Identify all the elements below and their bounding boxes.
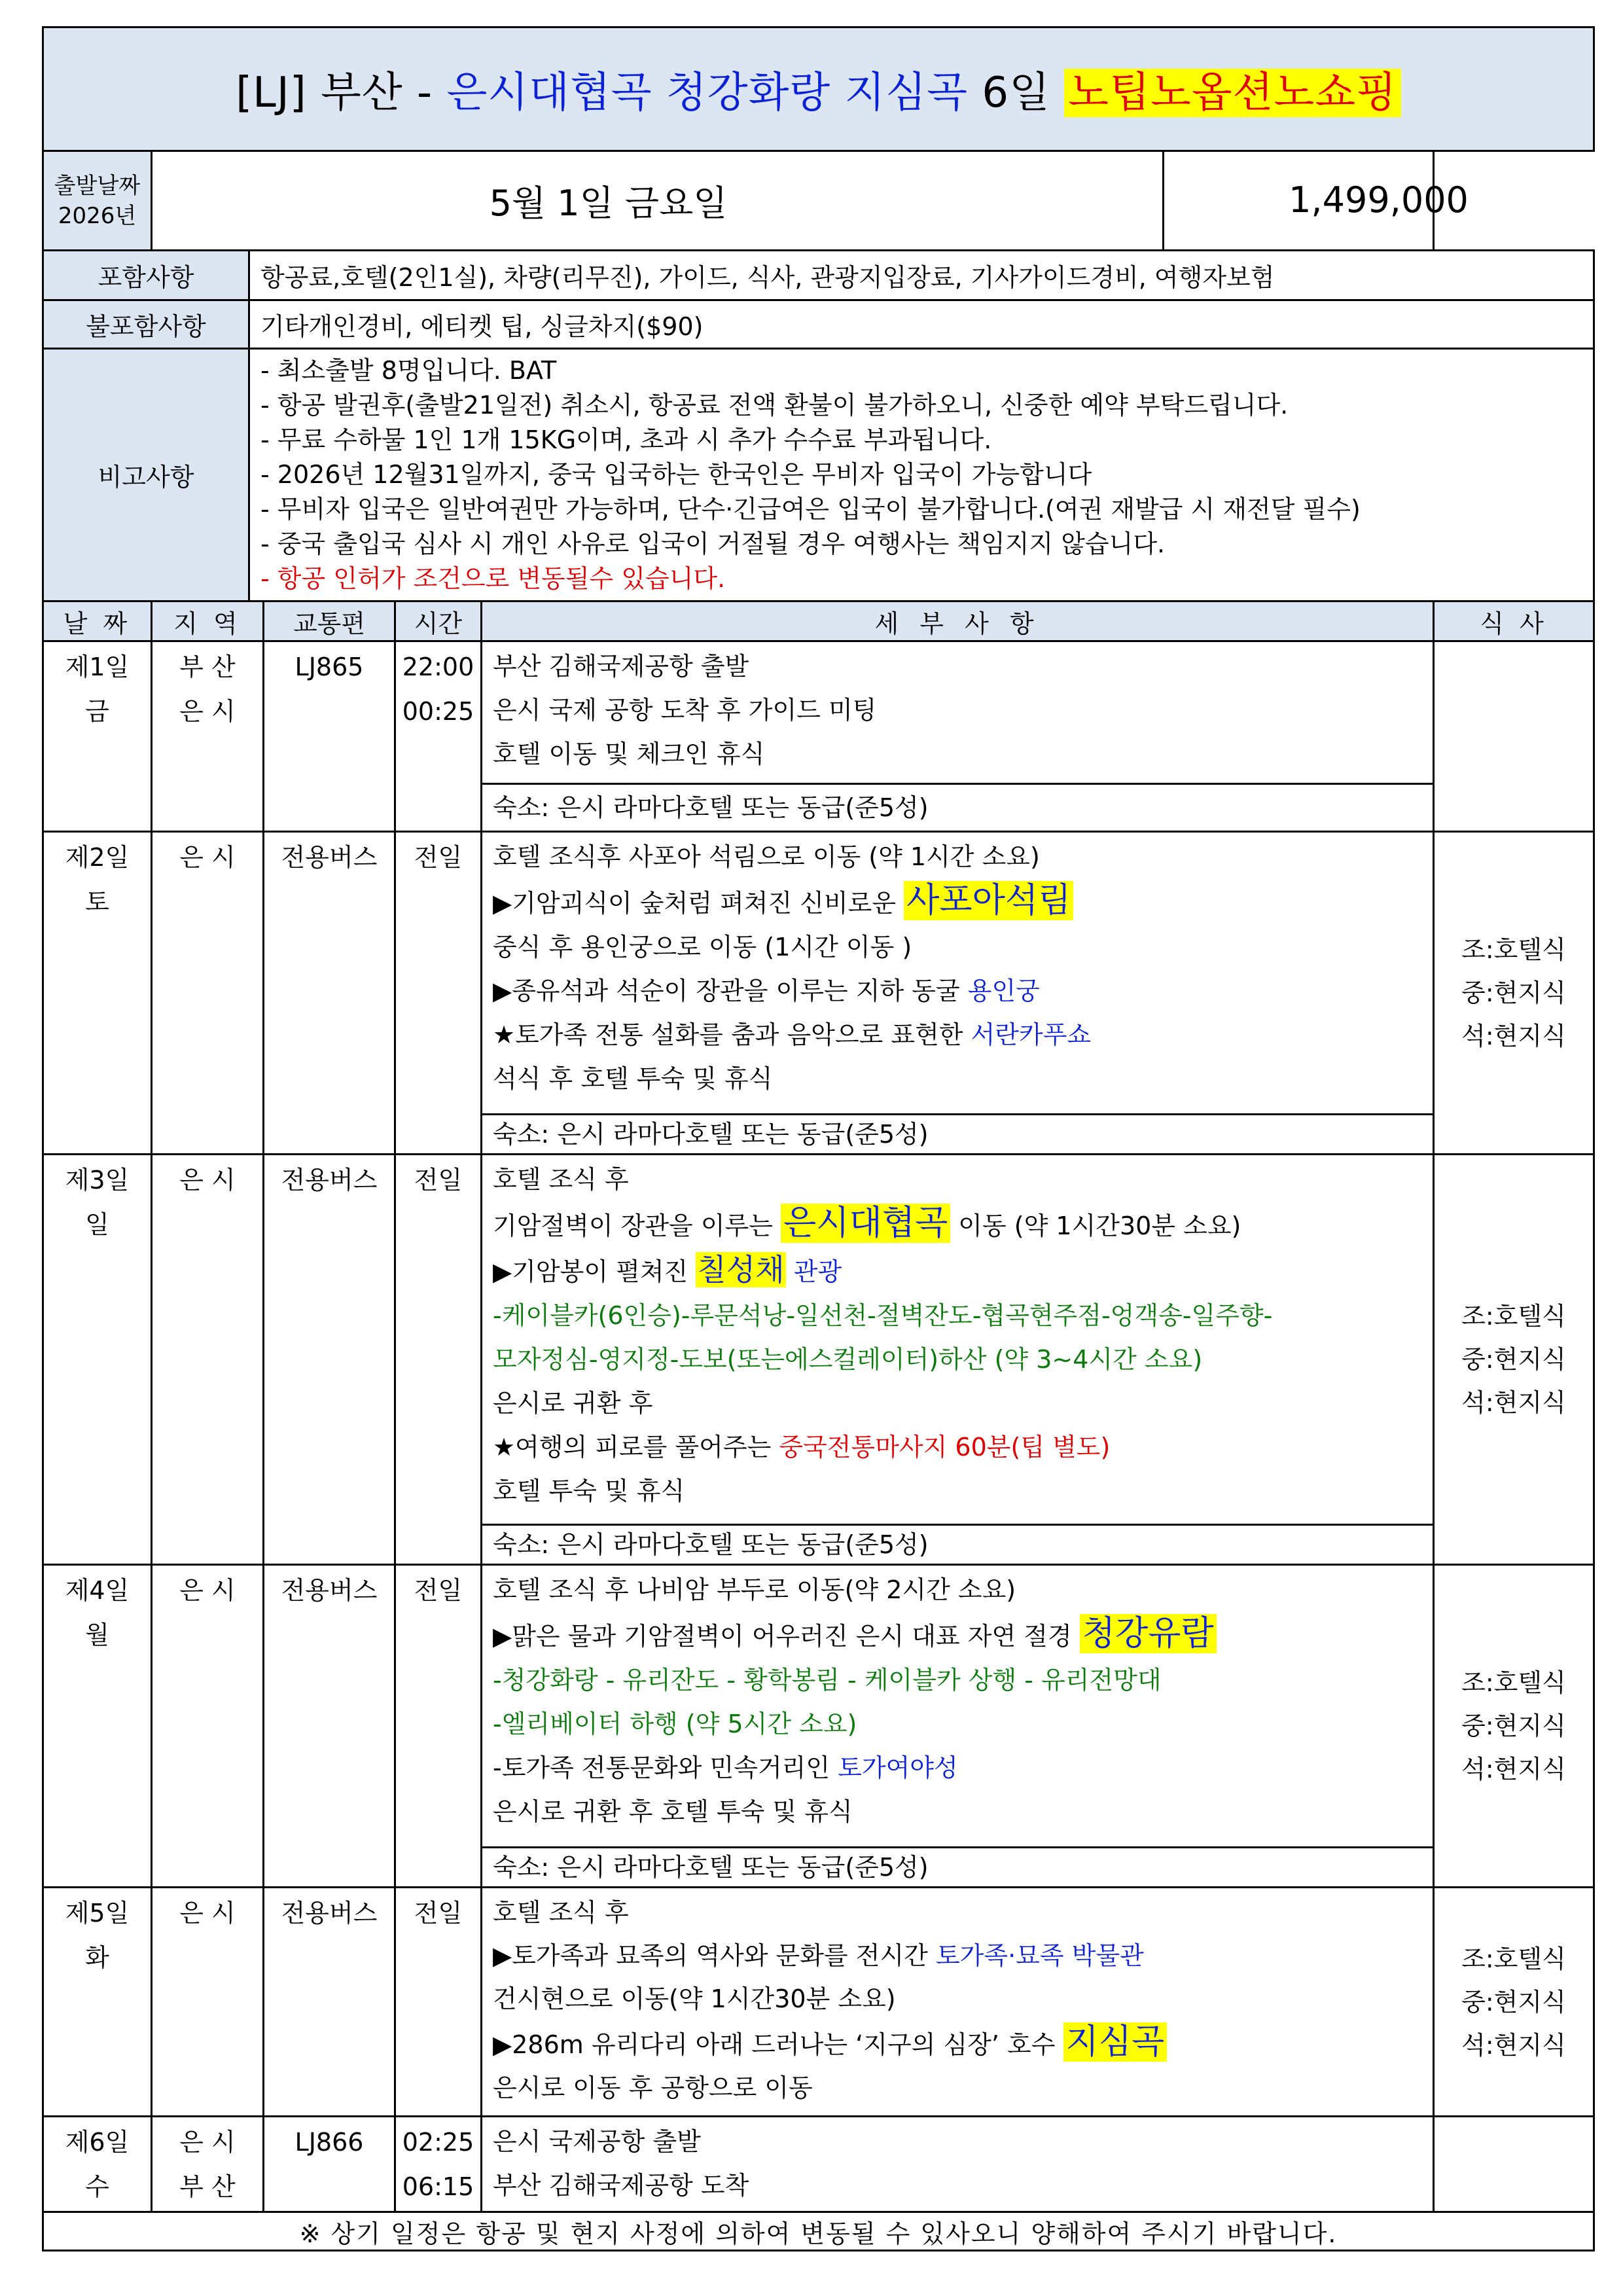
weekday: 수 [85, 2172, 109, 2201]
meal-lunch: 중:현지식 [1461, 1345, 1566, 1374]
detail-text: ★토가족 전통 설화를 춤과 음악으로 표현한 [493, 1020, 971, 1049]
day-6-date [43, 2117, 152, 2212]
day-6-transport: LJ866 [264, 2117, 395, 2212]
day-4-transport: 전용버스 [264, 1565, 395, 1888]
meal-breakfast: 조:호텔식 [1461, 1944, 1566, 1973]
col-region: 지 역 [152, 601, 264, 641]
weekday: 일 [85, 1210, 109, 1239]
itinerary-sheet [42, 26, 1593, 2251]
region: 은 시 [179, 697, 236, 726]
departure-label-line1: 출발날짜 [54, 172, 141, 199]
weekday: 토 [85, 888, 109, 916]
title-duration: 6일 [968, 69, 1065, 117]
highlight-attraction: 은시대협곡 [781, 1204, 950, 1243]
day-2-date [43, 832, 152, 1155]
day-4-date [43, 1565, 152, 1888]
meal-breakfast: 조:호텔식 [1461, 1302, 1566, 1331]
meal-breakfast: 조:호텔식 [1461, 935, 1566, 964]
day-3-date [43, 1155, 152, 1565]
day-2-time: 전일 [395, 832, 482, 1155]
detail-line: 은시로 귀환 후 호텔 투숙 및 휴식 [493, 1797, 853, 1826]
detail-line [493, 1612, 1422, 1659]
day-5-date [43, 1888, 152, 2117]
day-4-region: 은 시 [152, 1565, 264, 1888]
day-number: 제6일 [65, 2128, 130, 2157]
price: 1,499,000 [1289, 179, 1469, 221]
day-1-region [152, 641, 264, 832]
detail-line: 은시로 귀환 후 [493, 1389, 653, 1418]
detail-line: 호텔 조식 후 [493, 1898, 629, 1927]
day-5-meals [1434, 1888, 1594, 2117]
detail-line: -엘리베이터 하행 (약 5시간 소요) [493, 1710, 857, 1738]
day-4-details [482, 1565, 1434, 1888]
departure-label [43, 151, 152, 251]
detail-text: 이동 (약 1시간30분 소요) [950, 1211, 1241, 1240]
detail-line: 부산 김해국제공항 출발 [493, 652, 749, 681]
title-route: 은시대협곡 청강화랑 지심곡 [446, 69, 969, 117]
detail-line [493, 1426, 1422, 1469]
detail-line [493, 1248, 1422, 1294]
page-title [43, 27, 1594, 151]
time: 22:00 [402, 653, 474, 681]
detail-text: ★여행의 피로를 풀어주는 [493, 1433, 779, 1462]
day-number: 제5일 [65, 1899, 130, 1928]
detail-line: 석식 후 호텔 투숙 및 휴식 [493, 1064, 773, 1093]
attraction: 서란카푸쇼 [971, 1020, 1092, 1049]
day-1-date [43, 641, 152, 832]
day-1-meals [1434, 641, 1594, 832]
region: 부 산 [179, 2172, 236, 2201]
day-3-details [482, 1155, 1434, 1565]
detail-line: 은시 국제 공항 도착 후 가이드 미팅 [493, 696, 877, 725]
accommodation: 숙소: 은시 라마다호텔 또는 동급(준5성) [482, 783, 1433, 831]
day-row-4 [43, 1565, 1594, 1888]
detail-line: 호텔 이동 및 체크인 휴식 [493, 740, 765, 768]
detail-line: 호텔 투숙 및 휴식 [493, 1477, 685, 1505]
detail-line: 호텔 조식후 사포아 석림으로 이동 (약 1시간 소요) [493, 842, 1040, 871]
departure-date: 5월 1일 금요일 [489, 183, 728, 224]
included-label: 포함사항 [43, 251, 249, 300]
day-number: 제2일 [65, 843, 130, 872]
detail-line [493, 1934, 1422, 1977]
info-table [42, 249, 1595, 602]
day-number: 제1일 [65, 653, 130, 681]
day-5-details [482, 1888, 1434, 2117]
meal-dinner: 석:현지식 [1461, 2030, 1566, 2060]
day-row-3 [43, 1155, 1594, 1565]
included-value: 항공료,호텔(2인1실), 차량(리무진), 가이드, 식사, 관광지입장료, 기사가이드경비, 여행자보험 [249, 251, 1594, 300]
detail-text: -토가족 전통문화와 민속거리인 [493, 1753, 838, 1782]
meal-dinner: 석:현지식 [1461, 1022, 1566, 1050]
detail-line: -청강화랑 - 유리잔도 - 황학봉림 - 케이블카 상행 - 유리전망대 [493, 1666, 1162, 1695]
detail-line: -케이블카(6인승)-루문석낭-일선천-절벽잔도-협곡현주점-엉객송-일주향- [493, 1301, 1273, 1330]
highlight-attraction: 지심곡 [1063, 2022, 1168, 2062]
day-row-5 [43, 1888, 1594, 2117]
detail-line: 호텔 조식 후 [493, 1165, 629, 1194]
note-item: - 무료 수하물 1인 1개 15KG이며, 초과 시 추가 수수료 부과됩니다. [260, 425, 992, 454]
attraction: 용인궁 [967, 977, 1040, 1005]
note-item: - 최소출발 8명입니다. BAT [260, 356, 557, 385]
detail-line [493, 1746, 1422, 1790]
detail-text: ▶종유석과 석순이 장관을 이루는 지하 동굴 [493, 977, 968, 1005]
highlight-attraction: 사포아석림 [904, 881, 1073, 920]
day-6-time [395, 2117, 482, 2212]
detail-text: ▶기암봉이 펼쳐진 [493, 1257, 696, 1286]
detail-text: ▶맑은 물과 기암절벽이 어우러진 은시 대표 자연 절경 [493, 1622, 1080, 1651]
time: 06:15 [402, 2172, 474, 2201]
detail-line [493, 1013, 1422, 1057]
detail-line: 은시 국제공항 출발 [493, 2127, 701, 2156]
detail-line: 호텔 조식 후 나비암 부두로 이동(약 2시간 소요) [493, 1575, 1016, 1604]
day-row-6 [43, 2117, 1594, 2212]
accommodation: 숙소: 은시 라마다호텔 또는 동급(준5성) [482, 1524, 1433, 1564]
weekday: 월 [85, 1621, 109, 1649]
detail-text: ▶286m 유리다리 아래 드러나는 ‘지구의 심장’ 호수 [493, 2030, 1063, 2059]
day-4-meals [1434, 1565, 1594, 1888]
day-4-time: 전일 [395, 1565, 482, 1888]
day-5-transport: 전용버스 [264, 1888, 395, 2117]
day-2-transport: 전용버스 [264, 832, 395, 1155]
col-meals: 식 사 [1434, 601, 1594, 641]
day-2-details [482, 832, 1434, 1155]
note-item: - 중국 출입국 심사 시 개인 사유로 입국이 거절될 경우 여행사는 책임지지 않습니다. [260, 529, 1166, 558]
detail-line: 중식 후 용인궁으로 이동 (1시간 이동 ) [493, 933, 912, 961]
col-time: 시간 [395, 601, 482, 641]
day-number: 제3일 [65, 1166, 130, 1194]
meal-dinner: 석:현지식 [1461, 1755, 1566, 1784]
region: 은 시 [179, 2128, 236, 2157]
meal-lunch: 중:현지식 [1461, 1987, 1566, 2017]
title-prefix: [LJ] 부산 - [236, 69, 447, 117]
day-1-details [482, 641, 1434, 832]
attraction: 토가여야성 [838, 1753, 958, 1782]
highlight-attraction: 청강유람 [1080, 1614, 1217, 1653]
meal-lunch: 중:현지식 [1461, 1712, 1566, 1740]
excluded-value: 기타개인경비, 에티켓 팁, 싱글차지($90) [249, 300, 1594, 349]
weekday: 금 [85, 697, 109, 726]
detail-text: ▶기암괴식이 숲처럼 펴쳐진 신비로운 [493, 889, 904, 918]
day-5-region: 은 시 [152, 1888, 264, 2117]
meal-dinner: 석:현지식 [1461, 1388, 1566, 1417]
day-row-2 [43, 832, 1594, 1155]
day-2-meals [1434, 832, 1594, 1155]
day-3-time: 전일 [395, 1155, 482, 1565]
footnote: ※ 상기 일정은 항공 및 현지 사정에 의하여 변동될 수 있사오니 양해하여 주시기 바랍니다. [43, 2212, 1594, 2251]
day-5-time: 전일 [395, 1888, 482, 2117]
day-3-meals [1434, 1155, 1594, 1565]
accommodation: 숙소: 은시 라마다호텔 또는 동급(준5성) [482, 1113, 1433, 1153]
detail-line: 은시로 이동 후 공항으로 이동 [493, 2073, 813, 2102]
detail-line: 부산 김해국제공항 도착 [493, 2171, 749, 2200]
col-details: 세 부 사 항 [482, 601, 1434, 641]
region: 부 산 [179, 653, 236, 681]
meal-breakfast: 조:호텔식 [1461, 1668, 1566, 1697]
detail-line [493, 1202, 1422, 1248]
massage-note: 중국전통마사지 60분(팁 별도) [779, 1433, 1111, 1462]
col-transport: 교통편 [264, 601, 395, 641]
detail-text: 관광 [785, 1257, 842, 1286]
detail-line: 건시현으로 이동(약 1시간30분 소요) [493, 1984, 896, 2013]
day-1-time [395, 641, 482, 832]
col-day: 날 짜 [43, 601, 152, 641]
note-item: - 2026년 12월31일까지, 중국 입국하는 한국인은 무비자 입국이 가능합니다 [260, 460, 1092, 489]
note-item: - 무비자 입국은 일반여권만 가능하며, 단수·긴급여은 입국이 불가합니다.(여권 재발급 시 재전달 필수) [260, 495, 1361, 524]
detail-line [493, 879, 1422, 925]
detail-line: 모자정심-영지정-도보(또는에스컬레이터)하산 (약 3~4시간 소요) [493, 1345, 1203, 1374]
detail-text: 기암절벽이 장관을 이루는 [493, 1211, 781, 1240]
detail-line [493, 2020, 1422, 2066]
notes-list [249, 349, 1594, 601]
notes-label: 비고사항 [43, 349, 249, 601]
excluded-label: 불포함사항 [43, 300, 249, 349]
weekday: 화 [85, 1943, 109, 1972]
meal-lunch: 중:현지식 [1461, 978, 1566, 1007]
note-item: - 항공 발권후(출발21일전) 취소시, 항공료 전액 환불이 불가하오니, 신중한 예약 부탁드립니다. [260, 391, 1289, 420]
day-6-meals [1434, 2117, 1594, 2212]
day-number: 제4일 [65, 1576, 130, 1605]
day-1-transport: LJ865 [264, 641, 395, 832]
schedule-table [42, 600, 1595, 2251]
time: 02:25 [402, 2128, 474, 2157]
attraction: 토가족·묘족 박물관 [935, 1941, 1144, 1970]
day-row-1 [43, 641, 1594, 832]
day-3-transport: 전용버스 [264, 1155, 395, 1565]
title-badge: 노팁노옵션노쇼핑 [1064, 69, 1401, 117]
accommodation: 숙소: 은시 라마다호텔 또는 동급(준5성) [482, 1846, 1433, 1886]
day-6-region [152, 2117, 264, 2212]
departure-label-line2: 2026년 [58, 202, 137, 229]
day-3-region: 은 시 [152, 1155, 264, 1565]
day-6-details [482, 2117, 1434, 2212]
highlight-attraction: 칠성채 [697, 1252, 785, 1287]
detail-text: ▶토가족과 묘족의 역사와 문화를 전시간 [493, 1941, 936, 1970]
time: 00:25 [402, 697, 474, 726]
note-item-warning: - 항공 인허가 조건으로 변동될수 있습니다. [260, 564, 726, 593]
detail-line [493, 969, 1422, 1013]
day-2-region: 은 시 [152, 832, 264, 1155]
